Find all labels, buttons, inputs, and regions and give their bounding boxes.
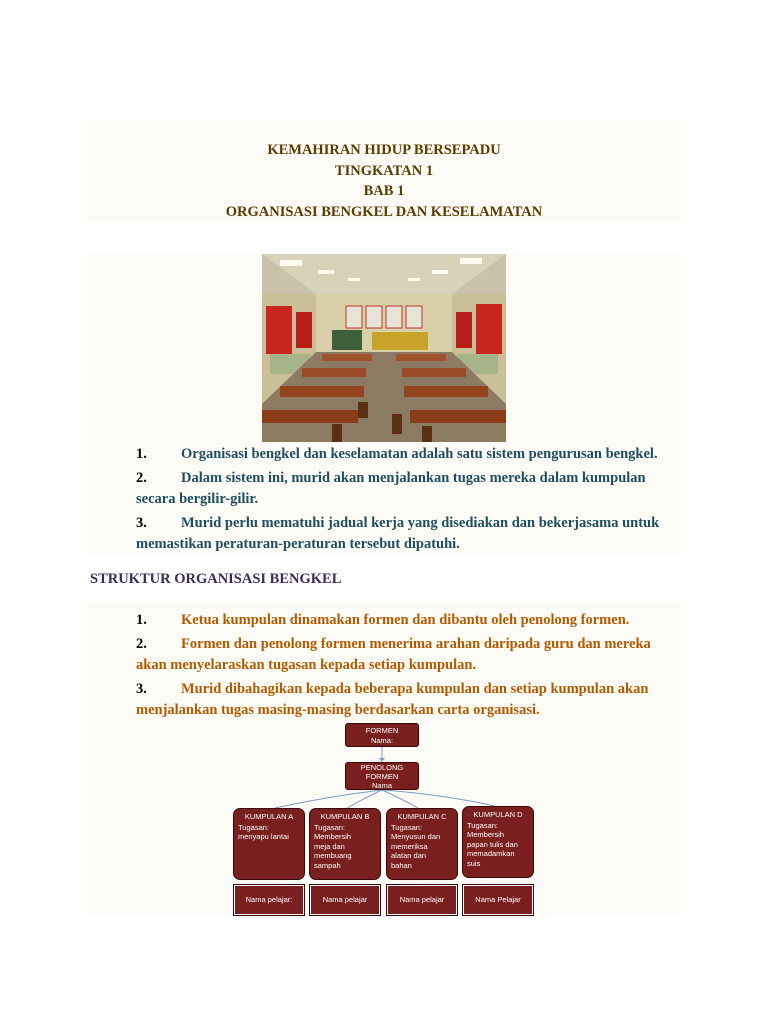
penolong-name: Nama	[371, 781, 392, 790]
group-head: KUMPULAN A	[244, 812, 294, 821]
group-task-line: Membersih	[467, 830, 505, 839]
group-task-line: suis	[467, 858, 481, 868]
title-line-subject: KEMAHIRAN HIDUP BERSEPADU	[267, 142, 501, 158]
list-number: 1.	[136, 446, 147, 462]
group-head: KUMPULAN C	[397, 812, 447, 821]
group-task-line: sampah	[314, 860, 341, 870]
group-task-line: memeriksa	[391, 841, 428, 851]
group-task-line: Membersih	[314, 832, 352, 841]
list-text-continued: menjalankan tugas masing-masing berdasarkan carta organisasi.	[136, 702, 540, 718]
list-text: Organisasi bengkel dan keselamatan adalah satu sistem pengurusan bengkel.	[181, 446, 658, 462]
group-task-line: Tugasan:	[238, 822, 269, 832]
list-number: 3.	[136, 515, 147, 531]
list-text-continued: memastikan peraturan-peraturan tersebut dipatuhi.	[136, 536, 460, 552]
list-number: 3.	[136, 681, 147, 697]
kumpulan-b-student-box: Nama pelajar	[310, 885, 380, 915]
kumpulan-a-box	[233, 808, 305, 880]
group-task-line: bahan	[391, 860, 412, 870]
formen-title: FORMEN	[365, 726, 399, 735]
list-text: Murid dibahagikan kepada beberapa kumpulan dan setiap kumpulan akan	[181, 681, 649, 697]
group-task-line: alatan dan	[391, 851, 427, 860]
list-text: Ketua kumpulan dinamakan formen dan dibantu oleh penolong formen.	[181, 612, 630, 628]
kumpulan-d-box	[462, 806, 534, 878]
formen-box	[345, 723, 419, 747]
kumpulan-d-student-box: Nama Pelajar	[463, 885, 533, 915]
list-number: 2.	[136, 636, 147, 652]
penolong-line2: FORMEN	[365, 772, 399, 781]
group-task-line: membuang	[314, 851, 352, 860]
group-task-line: Tugasan:	[391, 822, 422, 832]
section-heading: STRUKTUR ORGANISASI BENGKEL	[90, 571, 342, 587]
penolong-line1: PENOLONG	[360, 763, 404, 772]
group-task-line: papan tulis dan	[467, 839, 518, 849]
group-task-line: Tugasan:	[467, 820, 498, 830]
group-head: KUMPULAN D	[473, 810, 523, 819]
kumpulan-a-student-box: Nama pelajar:	[234, 885, 304, 915]
title-line-form: TINGKATAN 1	[334, 162, 434, 179]
list-text-continued: akan menyelaraskan tugasan kepada setiap kumpulan.	[136, 657, 477, 673]
group-task-line: memadamkan	[467, 849, 515, 858]
kumpulan-c-box	[386, 808, 458, 880]
list-text: Dalam sistem ini, murid akan menjalankan tugas mereka dalam kumpulan	[181, 470, 646, 486]
kumpulan-b-box	[309, 808, 381, 880]
group-task-line: menyapu lantai	[238, 832, 289, 841]
list-text-continued: secara bergilir-gilir.	[136, 491, 259, 507]
title-line-topic: ORGANISASI BENGKEL DAN KESELAMATAN	[225, 203, 543, 220]
list-number: 1.	[136, 612, 147, 628]
list-text: Formen dan penolong formen menerima arahan daripada guru dan mereka	[181, 636, 651, 652]
group-task-line: Menyusun dan	[391, 832, 441, 841]
list-text: Murid perlu mematuhi jadual kerja yang disediakan dan bekerjasama untuk	[181, 515, 660, 531]
formen-name: Nama:	[370, 735, 394, 745]
list-number: 2.	[136, 470, 147, 486]
group-head: KUMPULAN B	[320, 812, 370, 821]
group-task-line: Tugasan:	[314, 822, 345, 832]
title-line-chapter: BAB 1	[363, 183, 405, 199]
group-task-line: meja dan	[314, 841, 345, 851]
penolong-formen-box	[345, 762, 419, 790]
kumpulan-c-student-box: Nama pelajar	[387, 885, 457, 915]
